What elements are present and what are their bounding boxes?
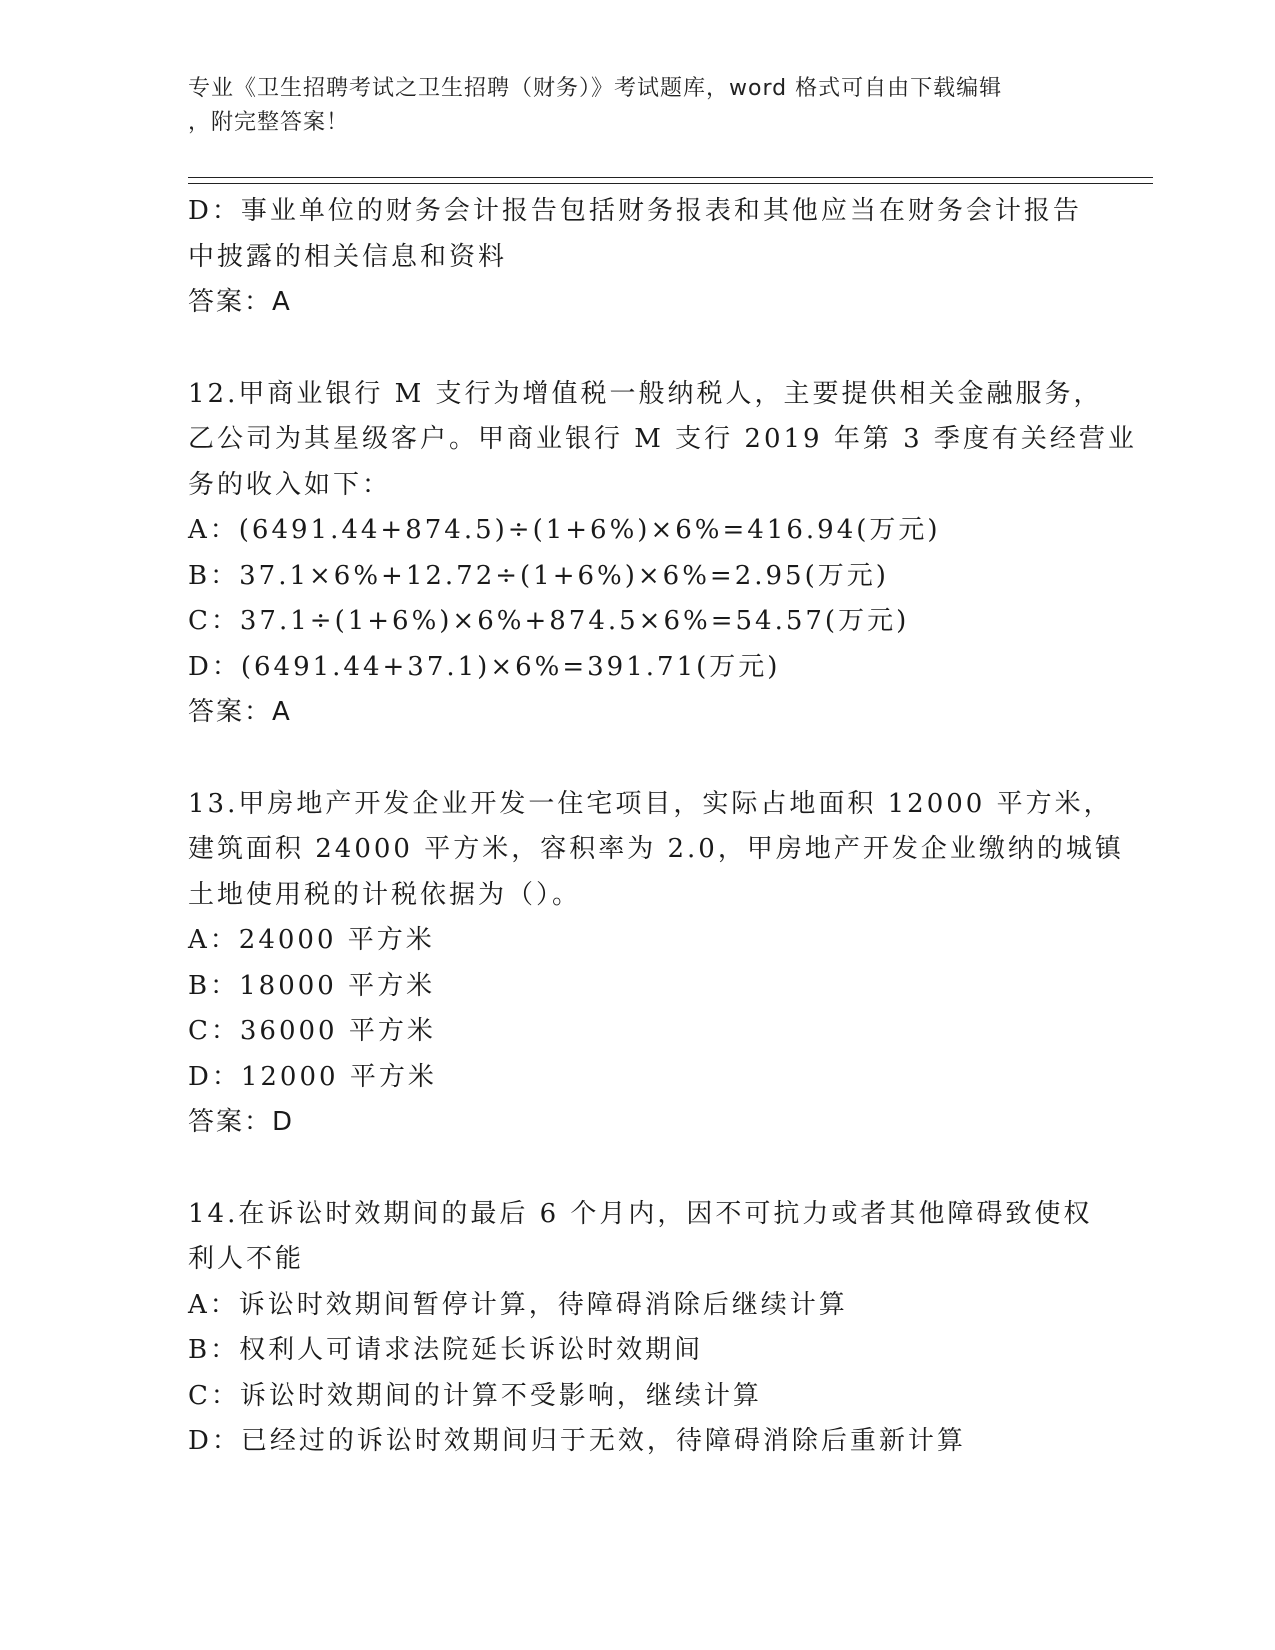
question-stem-line-1: 14.在诉讼时效期间的最后 6 个月内，因不可抗力或者其他障碍致使权 xyxy=(188,1198,1093,1229)
option-c: C：37.1÷(1+6%)×6%+874.5×6%=54.57(万元) xyxy=(188,606,910,636)
option-a: A：(6491.44+874.5)÷(1+6%)×6%=416.94(万元) xyxy=(188,515,941,545)
option-d-line-1: D：事业单位的财务会计报告包括财务报表和其他应当在财务会计报告 xyxy=(188,196,1082,226)
option-a: A：诉讼时效期间暂停计算，待障碍消除后继续计算 xyxy=(188,1289,848,1320)
option-b: B：权利人可请求法院延长诉讼时效期间 xyxy=(188,1335,704,1365)
question-12 xyxy=(188,372,1137,736)
question-stem-line-2: 利人不能 xyxy=(188,1244,305,1274)
option-b: B：37.1×6%+12.72÷(1+6%)×6%=2.95(万元) xyxy=(188,560,889,591)
option-b: B：18000 平方米 xyxy=(188,970,436,1001)
answer: 答案：A xyxy=(188,287,292,317)
question-13 xyxy=(188,782,1124,1146)
option-d: D：(6491.44+37.1)×6%=391.71(万元) xyxy=(188,651,781,682)
question-14 xyxy=(188,1192,1093,1465)
question-stem-line-3: 务的收入如下： xyxy=(188,469,392,500)
header-divider-top xyxy=(188,177,1153,178)
header-line-1: 专业《卫生招聘考试之卫生招聘（财务）》考试题库，word 格式可自由下载编辑 xyxy=(188,76,1003,101)
answer: 答案：A xyxy=(188,697,292,727)
page-header xyxy=(188,72,1088,140)
option-d: D：12000 平方米 xyxy=(188,1061,437,1092)
option-c: C：36000 平方米 xyxy=(188,1016,436,1046)
option-a: A：24000 平方米 xyxy=(188,925,435,955)
document-body xyxy=(188,189,1137,1465)
answer: 答案：D xyxy=(188,1107,295,1137)
option-d: D：已经过的诉讼时效期间归于无效，待障碍消除后重新计算 xyxy=(188,1426,966,1456)
question-stem-line-3: 土地使用税的计税依据为（）。 xyxy=(188,879,582,910)
header-divider-bottom xyxy=(188,183,1153,184)
header-line-2: ，附完整答案！ xyxy=(188,110,350,135)
option-c: C：诉讼时效期间的计算不受影响，继续计算 xyxy=(188,1380,762,1411)
previous-question-tail xyxy=(188,189,1088,326)
question-stem-line-2: 建筑面积 24000 平方米，容积率为 2.0，甲房地产开发企业缴纳的城镇 xyxy=(188,834,1124,864)
question-stem-line-2: 乙公司为其星级客户。甲商业银行 M 支行 2019 年第 3 季度有关经营业 xyxy=(188,424,1137,454)
option-d-line-2: 中披露的相关信息和资料 xyxy=(188,241,508,272)
question-stem-line-1: 13.甲房地产开发企业开发一住宅项目，实际占地面积 12000 平方米， xyxy=(188,788,1113,819)
question-stem-line-1: 12.甲商业银行 M 支行为增值税一般纳税人，主要提供相关金融服务， xyxy=(188,378,1103,409)
